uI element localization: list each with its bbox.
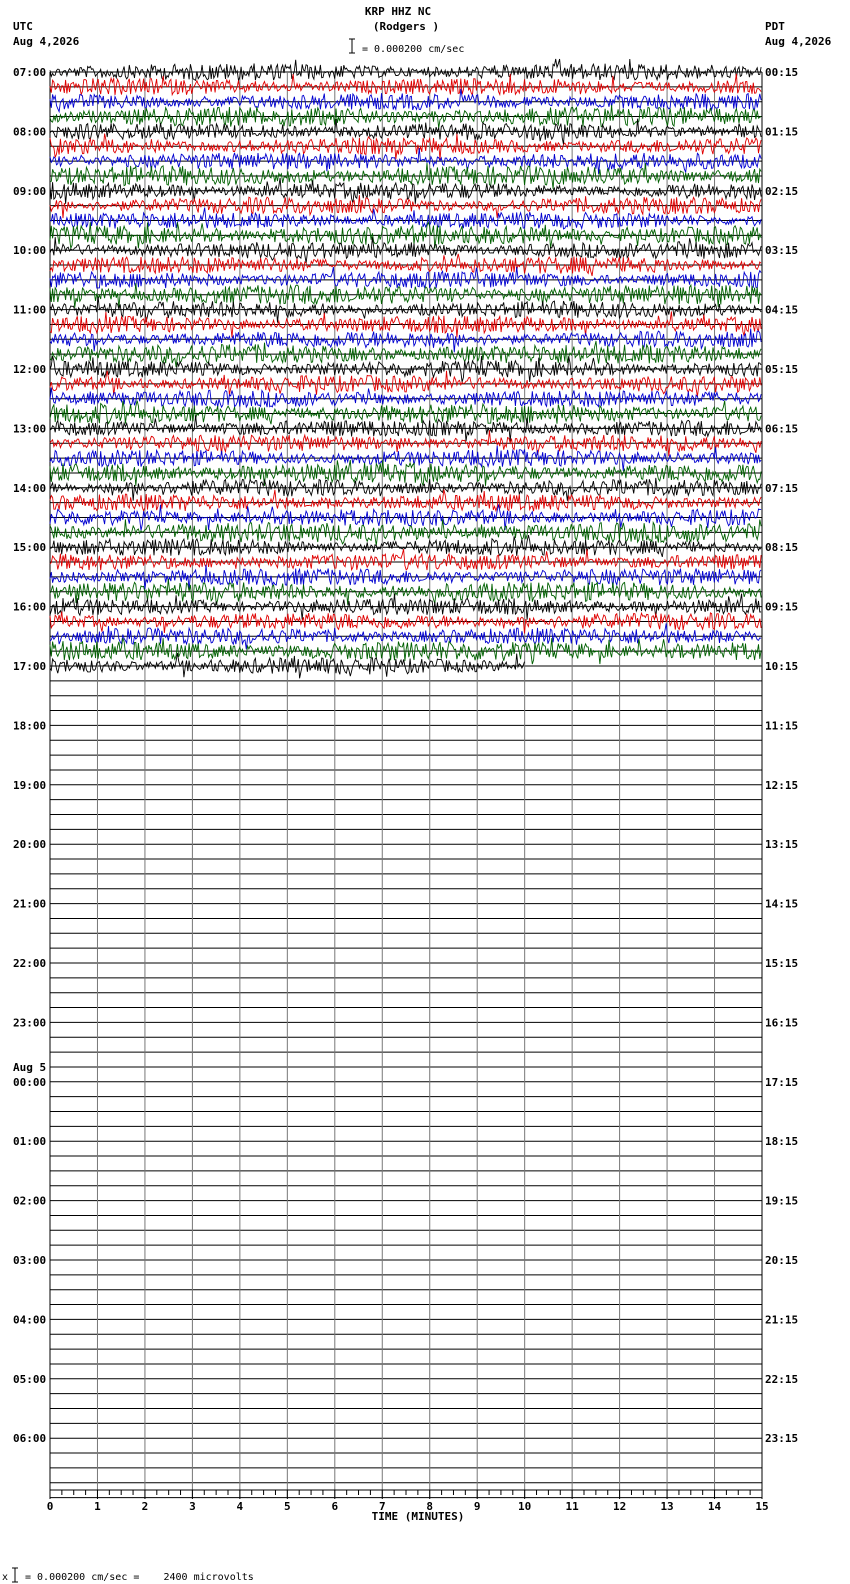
pdt-hour-label: 07:15 xyxy=(765,481,799,495)
utc-hour-label: 23:00 xyxy=(13,1016,47,1030)
pdt-hour-label: 12:15 xyxy=(765,778,799,792)
trace-row xyxy=(50,478,761,501)
x-tick-label: 12 xyxy=(612,1500,627,1513)
utc-hour-label: 06:00 xyxy=(13,1432,47,1446)
footer-scale-label: = 0.000200 cm/sec = 2400 microvolts xyxy=(25,1572,254,1583)
utc-hour-label: 21:00 xyxy=(13,897,47,911)
trace-row xyxy=(50,283,761,308)
pdt-hour-label: 16:15 xyxy=(765,1016,799,1030)
x-tick-label: 10 xyxy=(518,1500,532,1513)
pdt-hour-label: 06:15 xyxy=(765,422,799,436)
right-timezone: PDT xyxy=(765,20,785,33)
x-tick-label: 2 xyxy=(141,1500,149,1513)
trace-row xyxy=(50,549,761,570)
utc-hour-label: 13:00 xyxy=(13,422,47,436)
pdt-hour-label: 11:15 xyxy=(765,719,799,733)
day-change-label: Aug 5 xyxy=(13,1060,47,1074)
utc-hour-label: 00:00 xyxy=(13,1075,47,1089)
pdt-hour-label: 15:15 xyxy=(765,957,799,970)
left-date: Aug 4,2026 xyxy=(13,35,80,48)
pdt-hour-label: 00:15 xyxy=(765,66,799,79)
pdt-hour-label: 23:15 xyxy=(765,1432,799,1446)
x-tick-label: 3 xyxy=(189,1500,196,1513)
pdt-hour-label: 05:15 xyxy=(765,363,799,376)
pdt-hour-label: 13:15 xyxy=(765,838,799,852)
utc-hour-label: 08:00 xyxy=(13,125,47,139)
utc-hour-label: 02:00 xyxy=(13,1194,47,1208)
utc-hour-label: 17:00 xyxy=(13,660,47,673)
utc-hour-label: 01:00 xyxy=(13,1135,47,1149)
utc-hour-label: 03:00 xyxy=(13,1254,47,1267)
x-tick-label: 0 xyxy=(46,1500,54,1513)
pdt-hour-label: 18:15 xyxy=(765,1135,799,1149)
x-tick-label: 9 xyxy=(473,1500,481,1513)
x-tick-label: 6 xyxy=(331,1500,339,1513)
utc-hour-label: 05:00 xyxy=(13,1372,47,1386)
utc-hour-label: 18:00 xyxy=(13,719,47,733)
x-axis-label: TIME (MINUTES) xyxy=(371,1510,465,1523)
pdt-hour-label: 19:15 xyxy=(765,1194,799,1208)
x-tick-label: 15 xyxy=(755,1500,769,1513)
station-location: (Rodgers ) xyxy=(372,20,440,33)
trace-row xyxy=(50,535,761,557)
station-title: KRP HHZ NC xyxy=(364,5,432,18)
footer-marker: x xyxy=(2,1572,9,1583)
pdt-hour-label: 08:15 xyxy=(765,541,799,555)
pdt-hour-label: 17:15 xyxy=(765,1075,799,1089)
trace-row xyxy=(50,74,761,95)
utc-hour-label: 11:00 xyxy=(13,303,47,317)
footer-scale-icon xyxy=(12,1568,18,1582)
x-tick-label: 8 xyxy=(426,1500,434,1513)
x-tick-label: 11 xyxy=(565,1500,579,1513)
x-tick-label: 5 xyxy=(284,1500,291,1513)
utc-hour-label: 07:00 xyxy=(13,66,47,79)
trace-row xyxy=(50,611,761,633)
left-timezone: UTC xyxy=(13,20,33,33)
x-tick-label: 4 xyxy=(236,1500,244,1513)
x-tick-label: 7 xyxy=(378,1500,386,1513)
utc-hour-label: 22:00 xyxy=(13,957,47,970)
pdt-hour-label: 21:15 xyxy=(765,1313,799,1327)
scale-bar-icon xyxy=(349,39,355,53)
pdt-hour-label: 22:15 xyxy=(765,1372,799,1386)
utc-hour-label: 10:00 xyxy=(13,244,47,258)
x-tick-label: 14 xyxy=(707,1500,722,1513)
pdt-hour-label: 10:15 xyxy=(765,660,799,673)
pdt-hour-label: 01:15 xyxy=(765,125,799,139)
utc-hour-label: 16:00 xyxy=(13,600,47,614)
trace-row xyxy=(50,329,761,353)
trace-row xyxy=(50,388,761,408)
pdt-hour-label: 04:15 xyxy=(765,303,799,317)
pdt-time-labels xyxy=(765,66,798,1445)
pdt-hour-label: 03:15 xyxy=(765,244,799,258)
trace-row xyxy=(50,208,761,229)
x-tick-label: 1 xyxy=(94,1500,101,1513)
utc-hour-label: 09:00 xyxy=(13,184,47,198)
right-date: Aug 4,2026 xyxy=(765,35,832,48)
utc-hour-label: 14:00 xyxy=(13,481,47,495)
utc-time-labels xyxy=(13,66,46,1445)
pdt-hour-label: 02:15 xyxy=(765,184,799,198)
utc-hour-label: 20:00 xyxy=(13,838,47,852)
trace-row xyxy=(50,401,761,425)
utc-hour-label: 12:00 xyxy=(13,363,47,376)
scale-label: = 0.000200 cm/sec xyxy=(362,44,465,55)
utc-hour-label: 04:00 xyxy=(13,1313,47,1327)
pdt-hour-label: 14:15 xyxy=(765,897,799,911)
x-tick-label: 13 xyxy=(660,1500,674,1513)
pdt-hour-label: 09:15 xyxy=(765,600,799,614)
pdt-hour-label: 20:15 xyxy=(765,1254,799,1267)
utc-hour-label: 19:00 xyxy=(13,778,47,792)
utc-hour-label: 15:00 xyxy=(13,541,47,555)
trace-row xyxy=(50,59,761,81)
